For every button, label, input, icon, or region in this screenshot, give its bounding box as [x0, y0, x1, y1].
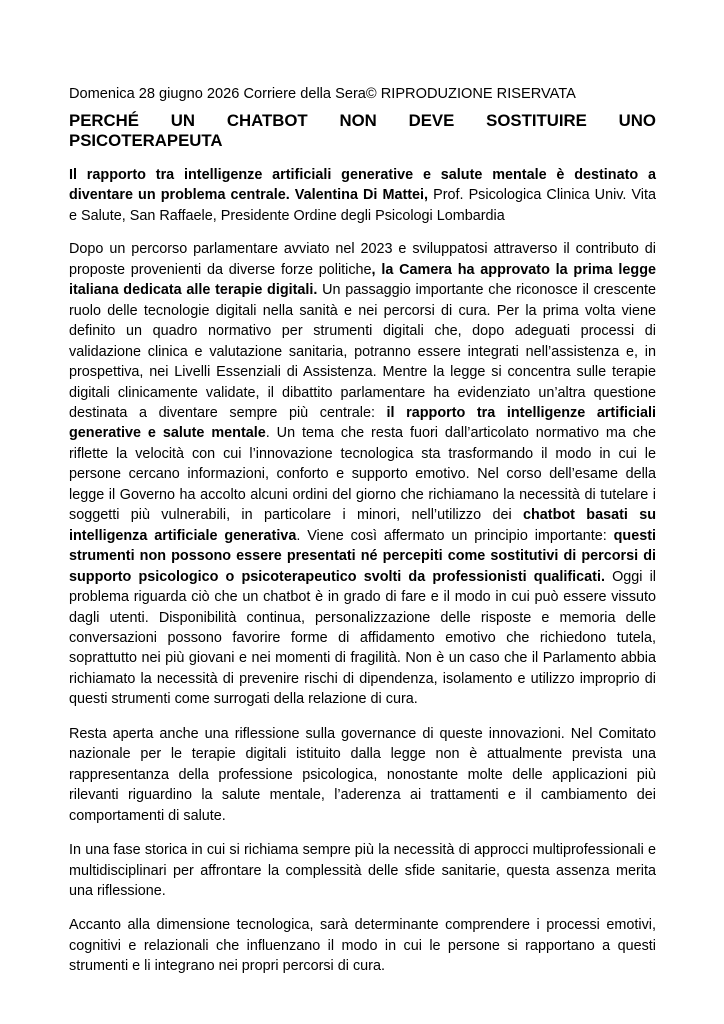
headline-line-1 — [69, 111, 656, 131]
lead-bold: Il rapporto tra intelligenze artificiali generative e salute mentale è destinato a diventare un problema centrale. Valentina Di Mattei, — [69, 167, 656, 204]
lead-author-title: Prof. Psicologica Clinica Univ. Vita e Salute, San Raffaele, Presidente Ordine degli Psicologi Lombardia — [69, 187, 656, 224]
body-bold: il rapporto tra intelligenze artificiali generative e salute mentale — [69, 404, 657, 442]
body-paragraph-2: Resta aperta anche una riflessione sulla governance di queste innovazioni. Nel Comitato nazionale per le terapie digitali istituito dalla legge non è attualmente prevista una rappresentanza della professione psicologica, nonostante molte delle applicazioni più rilevanti riguardino la salute mentale, l’aderenza ai trattamenti e il cambiamento dei comportamenti di salute. — [69, 725, 656, 824]
body-paragraph-4: Accanto alla dimensione tecnologica, sarà determinante comprendere i processi emotivi, cognitivi e relazionali che influenzano il modo in cui le persone si rapportano a questi strumenti e li integrano nei propri percorsi di cura. — [69, 917, 656, 975]
body-text: . Un tema che resta fuori dall’articolato normativo ma che riflette la velocità con cui l’innovazione tecnologica sta trasformando il modo in cui le persone cercano informazioni, conforto e supporto emotivo. Nel corso dell’esame della legge il Governo ha accolto alcuni ordini del giorno che richiamano la necessità di tutelare i soggetti più vulnerabili, in particolare i minori, nell’utilizzo dei — [69, 425, 656, 524]
article-headline — [69, 111, 656, 151]
body-paragraph-1 — [69, 239, 656, 709]
body-text: Dopo un percorso parlamentare avviato nel 2023 e sviluppatosi attraverso il contributo di proposte provenienti da diverse forze politiche — [69, 241, 656, 278]
headline-word: NON — [339, 111, 377, 130]
body-text: Un passaggio importante che riconosce il crescente ruolo delle tecnologie digitali nella sanità e nei percorsi di cura. Per la prima volta viene definito un quadro normativo per strumenti digitali che, dopo adeguati processi di validazione clinica e valutazione sanitaria, potranno essere integrati nell’assistenza e, in prospettiva, nei Livelli Essenziali di Assistenza. Mentre la legge si concentra sulle terapie digitali clinicamente validate, il dibattito parlamentare ha evidenziato un’altra questione destinata a diventare sempre più centrale: — [69, 282, 656, 421]
body-paragraph-3: In una fase storica in cui si richiama sempre più la necessità di approcci multiprofessionali e multidisciplinari per affrontare la complessità delle sfide sanitarie, questa assenza merita una riflessione. — [69, 842, 656, 899]
article-lead — [69, 165, 656, 226]
body-bold: questi strumenti non possono essere presentati né percepiti come sostitutivi di percorsi di supporto psicologico o psicoterapeutico svolti da professionisti qualificati. — [69, 527, 656, 585]
article — [69, 84, 656, 991]
headline-word: DEVE — [408, 111, 455, 130]
body-text: . Viene così affermato un principio importante: — [296, 527, 614, 544]
headline-line-2: PSICOTERAPEUTA — [69, 131, 223, 150]
headline-word: SOSTITUIRE — [486, 111, 587, 130]
headline-word: UN — [170, 111, 196, 130]
headline-word: CHATBOT — [226, 111, 308, 130]
headline-word: UNO — [618, 111, 656, 130]
body-bold: chatbot basati su intelligenza artificiale generativa — [69, 507, 657, 544]
body-text: Oggi il problema riguarda ciò che un chatbot è in grado di fare e il modo in cui può essere vissuto dagli utenti. Disponibilità continua, personalizzazione delle risposte e memoria delle conversazioni possono favorire forme di affidamento emotivo che richiedono tutela, soprattutto nei più giovani e nei momenti di fragilità. Non è un caso che il Parlamento abbia richiamato la necessità di prevenire rischi di dipendenza, isolamento e utilizzo improprio di questi strumenti come surrogati della relazione di cura. — [69, 568, 656, 708]
article-dateline: Domenica 28 giugno 2026 Corriere della Sera© RIPRODUZIONE RISERVATA — [69, 86, 576, 102]
body-bold: , la Camera ha approvato la prima legge italiana dedicata alle terapie digitali. — [69, 261, 656, 299]
headline-word: PERCHÉ — [69, 111, 139, 130]
